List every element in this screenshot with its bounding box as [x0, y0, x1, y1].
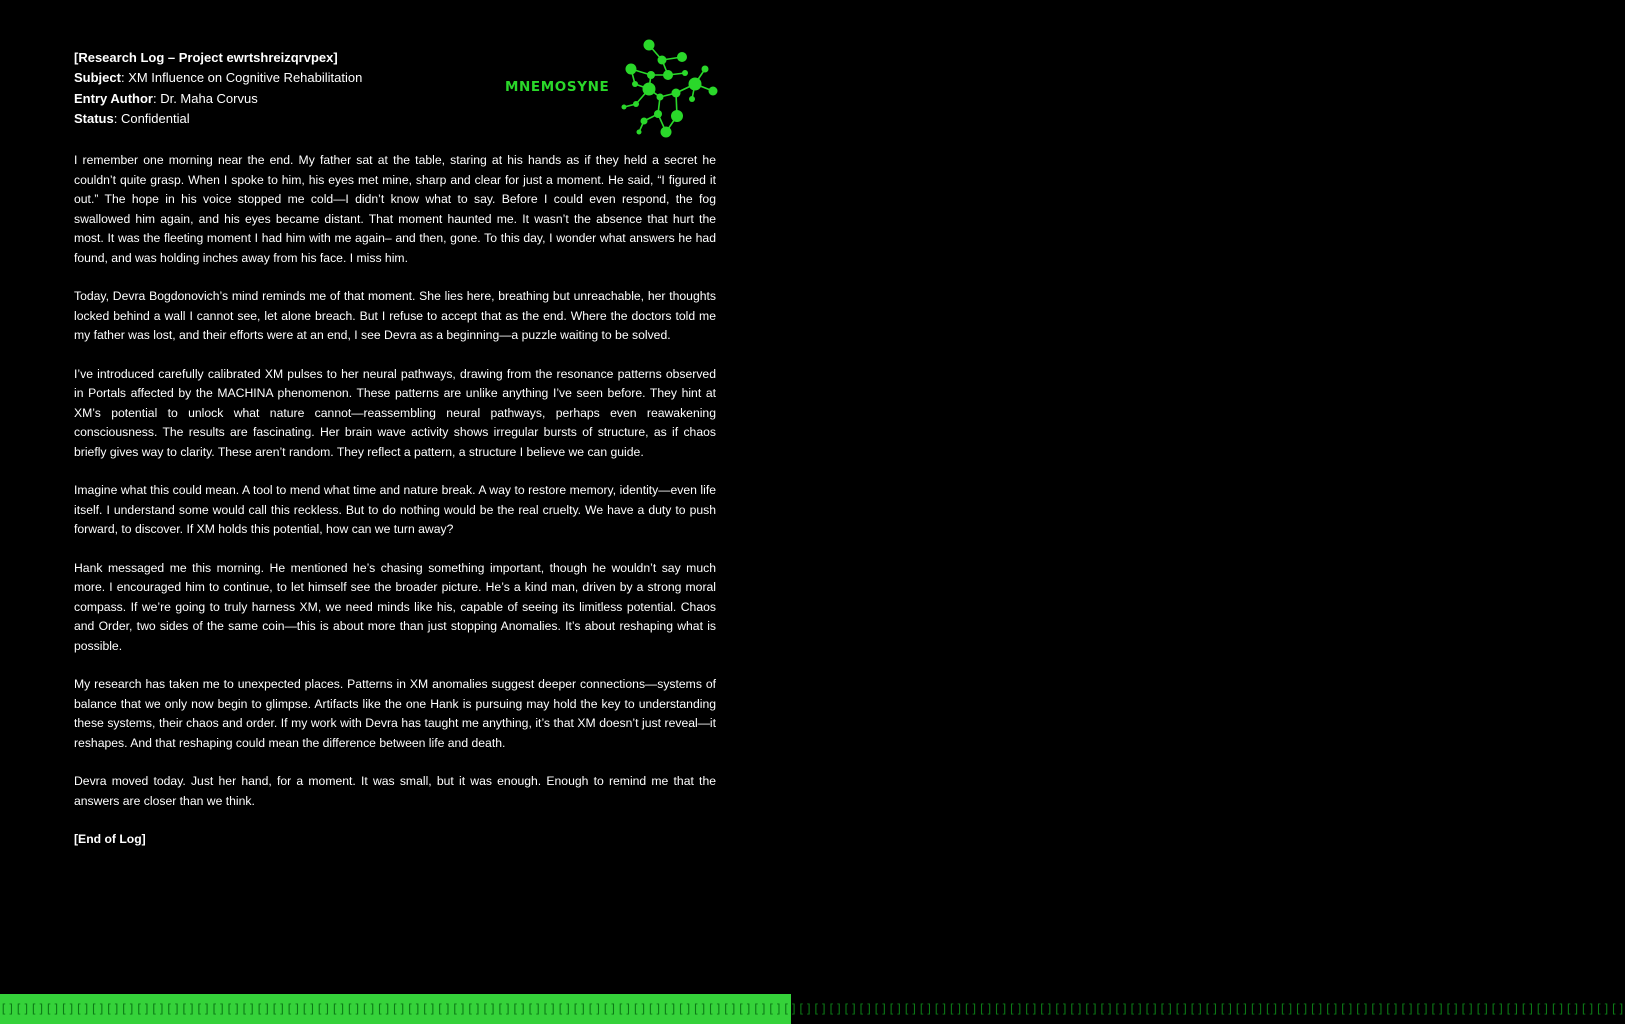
author-line — [74, 89, 494, 109]
paragraph: Hank messaged me this morning. He mentioned he’s chasing something important, though he wouldn’t say much more. I encouraged him to continue, to let himself see the broader picture. He’s a kind man, driven by a strong moral compass. If we’re going to truly harness XM, we need minds like his, capable of seeing its limitless potential. Chaos and Order, two sides of the same coin—this is about more than just stopping Anomalies. It’s about reshaping what is possible. — [74, 560, 716, 653]
status-value: : Confidential — [113, 110, 190, 126]
log-header — [74, 48, 494, 129]
subject-value: : XM Influence on Cognitive Rehabilitation — [120, 70, 363, 86]
author-value: : Dr. Maha Corvus — [152, 90, 258, 106]
subject-label: Subject — [74, 70, 121, 86]
paragraph: Today, Devra Bogdonovich’s mind reminds me of that moment. She lies here, breathing but unreachable, her thoughts locked behind a wall I cannot see, let alone breach. But I refuse to accept that as the end. Where the doctors told me my father was lost, and their efforts were at an end, I see Devra as a beginning—a puzzle waiting to be solved. — [74, 289, 716, 342]
log-body — [74, 151, 716, 850]
paragraph: Imagine what this could mean. A tool to mend what time and nature break. A way to restore memory, identity—even life itself. I understand some would call this reckless. But to do nothing would be the real cruelty. We have a duty to push forward, to discover. If XM holds this potential, how can we turn away? — [74, 483, 716, 536]
subject-line — [74, 68, 494, 88]
logo-wordmark: MNEMOSYNE — [505, 79, 610, 95]
status-line — [74, 109, 494, 129]
status-label: Status — [74, 110, 114, 126]
paragraph: Devra moved today. Just her hand, for a moment. It was small, but it was enough. Enough to remind me that the answers are closer than we think. — [74, 774, 716, 808]
end-of-log: [End of Log] — [74, 832, 146, 846]
paragraph: I’ve introduced carefully calibrated XM pulses to her neural pathways, drawing from the resonance patterns observed in Portals affected by the MACHINA phenomenon. These patterns are unlike anything I’ve seen before. They hint at XM’s potential to unlock what nature cannot—reassembling neural pathways, perhaps even reawakening consciousness. The results are fascinating. Her brain wave activity shows irregular bursts of structure, as if chaos briefly gives way to clarity. These aren’t random. They reflect a pattern, a structure I believe we can guide. — [74, 366, 716, 459]
paragraph: I remember one morning near the end. My father sat at the table, staring at his hands as if they held a secret he couldn’t quite grasp. When I spoke to him, his eyes met mine, sharp and clear for just a moment. He said, “I figured it out.” The hope in his voice stopped me cold—I didn’t know what to say. Before I could even respond, the fog swallowed him again, and his eyes became distant. That moment haunted me. It wasn’t the absence that hurt the most. It was the fleeting moment I had him with me again– and then, gone. To this day, I wonder what answers he had found, and was holding inches away from his face. I miss him. — [74, 153, 716, 265]
author-label: Entry Author — [74, 90, 153, 106]
paragraph: My research has taken me to unexpected places. Patterns in XM anomalies suggest deeper connections—systems of balance that we only now begin to glimpse. Artifacts like the one Hank is pursuing may hold the key to understanding these systems, their chaos and order. If my work with Devra has taught me anything, it’s that XM doesn’t just reveal—it reshapes. And that reshaping could mean the difference between life and death. — [74, 677, 716, 750]
log-title: [Research Log – Project ewrtshreizqrvpex] — [74, 50, 338, 65]
footer-pattern: [][][][][][][][][][][][][][][][][][][][][][][][][][][][][][][][][][][][][][][][][][][][][][][][][][][][][][][][][][][][][][][][][][][][][][][][][][][][][][][][][][][][][][][][][][][][][][][][][][][][][][][][][][][][] — [0, 1002, 1625, 1016]
footer-band — [0, 994, 1625, 1024]
mnemosyne-logo — [500, 36, 725, 146]
